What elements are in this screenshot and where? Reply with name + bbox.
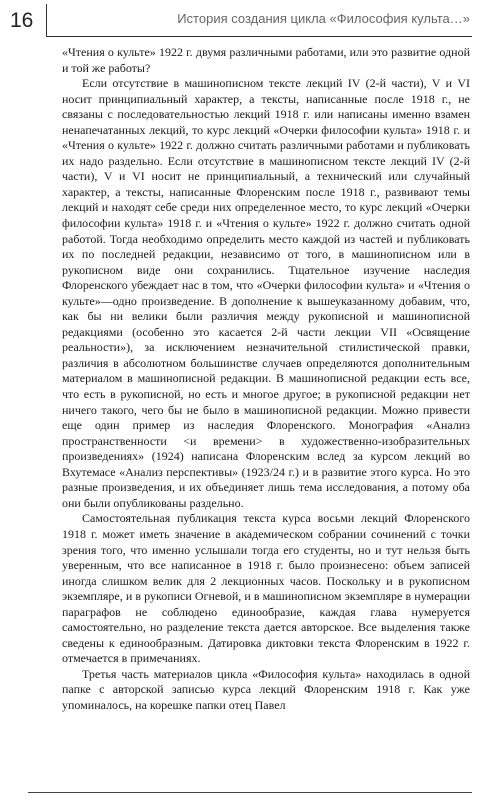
header-horizontal-rule (46, 36, 472, 37)
paragraph: Если отсутствие в машинописном тексте лекций IV (2-й части), V и VI носит принципиальный характер, а тексты, написанные после 1918 г., не связаны с последовательностью лекций 1918 г. или написаны именно взамен ненапечатанных лекций, то курс лекций «Очерки философии культа» 1918 г. и «Чтения о культе» 1922 г. должно считать различными работами и публиковать их надо раздельно. Если отсутствие в машинописном тексте лекций IV (2-й части), V и VI носит не принципиальный, а технический или случайный характер, а тексты, написанные Флоренским после 1918 г., развивают темы лекций и находят себе среди них определенное место, то курс лекций «Очерки философии культа» 1918 г. и «Чтения о культе» 1922 г. должно считать одной работой. Тогда необходимо определить место каждой из частей и публиковать их по последней редакции, независимо от того, в машинописном или в рукописном виде они сохранились. Тщательное изучение наследия Флоренского убеждает нас в том, что «Очерки философии культа» и «Чтения о культе»—одно произведение. В дополнение к вышеуказанному добавим, что, как бы ни велики были различия между рукописной и машинописной редакциями (особенно это касается 2-й части лекции VII «Освящение реальности»), за исключением незначительной стилистической правки, различия в абсолютном большинстве случаев определяются дополнительным материалом в машинописной редакции. В машинописной редакции есть все, что есть в рукописной, но есть и многое другое; в рукописной редакции нет ничего такого, чего бы не было в машинописной редакции. Можно привести еще один пример из наследия Флоренского. Монография «Анализ пространственности <и времени> в художественно-изобразительных произведениях» (1924) написана Флоренским вслед за курсом лекций во Вхутемасе «Анализ перспективы» (1923/24 г.) и в развитие этого курса. Но это разные произведения, и их объединяет лишь тема исследования, а потому оба они были опубликованы раздельно. (62, 76, 470, 510)
footer-rule (28, 792, 472, 793)
page-number: 16 (10, 9, 34, 32)
running-head: История создания цикла «Философия культа…» (177, 11, 470, 26)
paragraph-continuation: «Чтения о культе» 1922 г. двумя различными работами, или это развитие одной и той же работы? (62, 45, 470, 75)
page-header (0, 0, 500, 40)
paragraph: Самостоятельная публикация текста курса восьми лекций Флоренского 1918 г. может иметь значение в академическом собрании сочинений с точки зрения того, что именно услышали тогда его студенты, но и тут нельзя быть уверенным, что все написанное в 1918 г. было произнесено: объем записей иногда слишком велик для 2 лекционных часов. Поскольку и в рукописном экземпляре, и в рукописи Огневой, и в машинописном экземпляре в нумерации параграфов не соблюдено единообразие, каждая глава нумеруется самостоятельно, но разделение текста дается авторское. Все выделения также сведены к единообразным. Датировка диктовки текста Флоренским в 1922 г. отмечается в примечаниях. (62, 511, 470, 666)
body-text (62, 45, 470, 714)
header-vertical-rule (46, 4, 47, 36)
paragraph: Третья часть материалов цикла «Философия культа» находилась в одной папке с авторской записью курса лекций Флоренским 1918 г. Как уже упоминалось, на корешке папки отец Павел (62, 666, 470, 712)
